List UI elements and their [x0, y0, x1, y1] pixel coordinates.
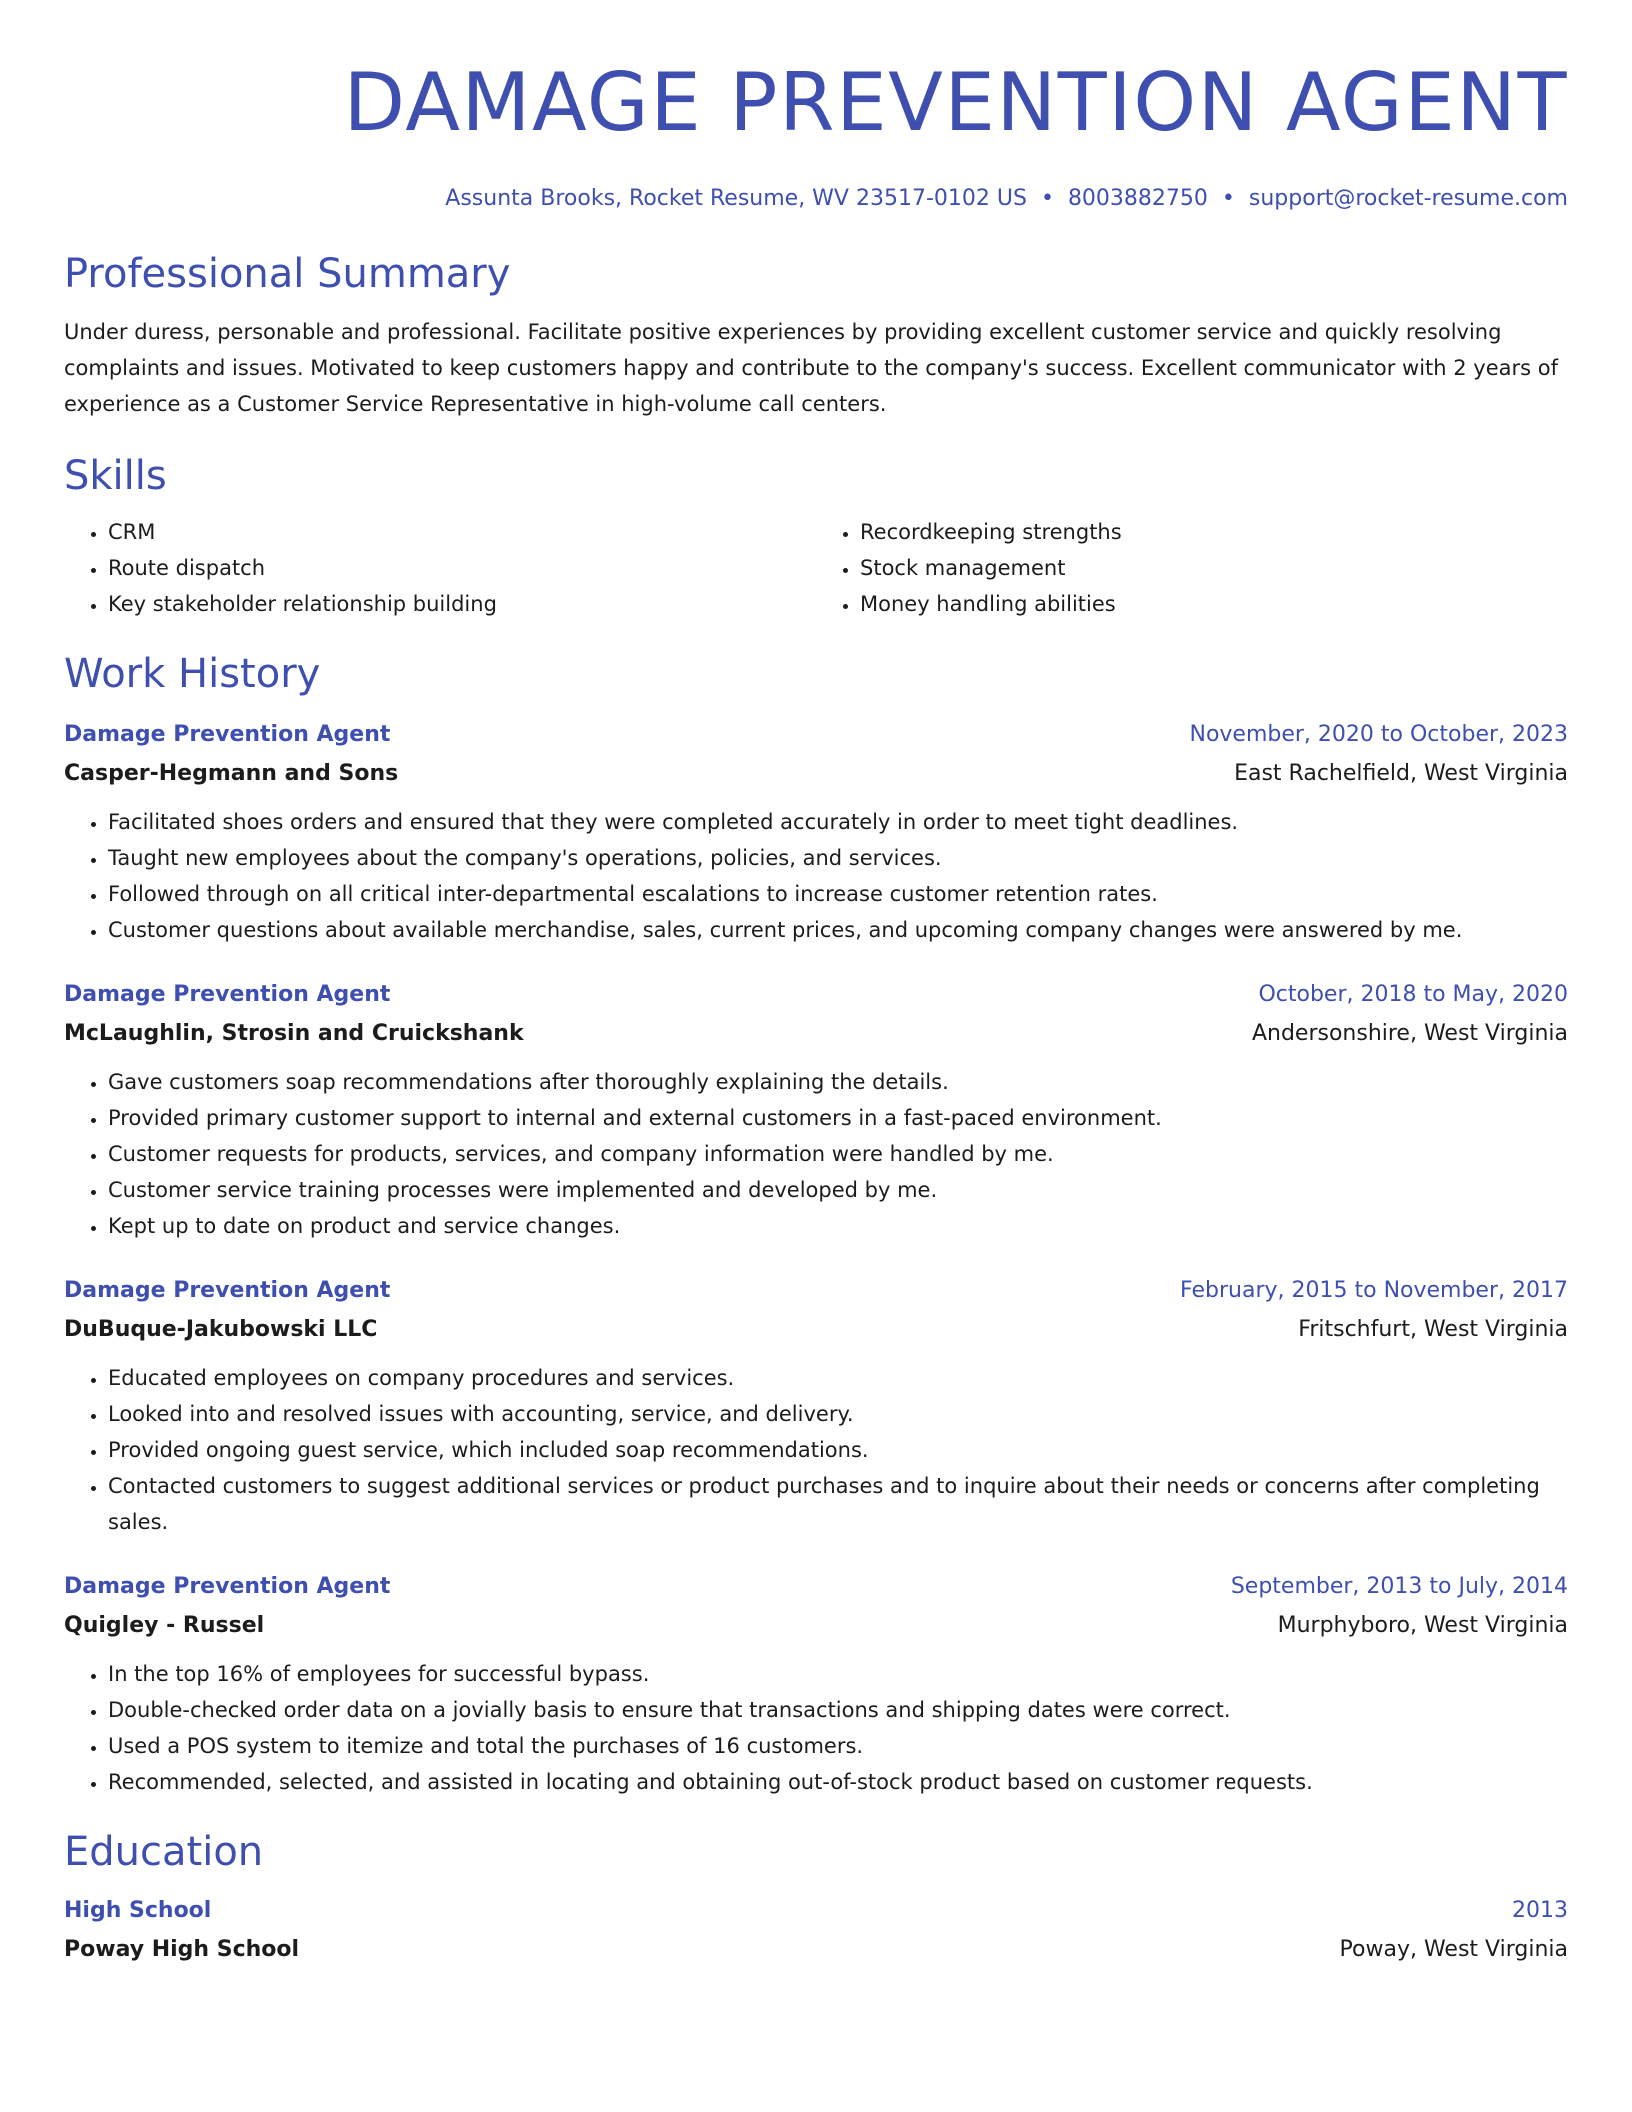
job-bullet: • Customer service training processes were implemented and developed by me.	[108, 1172, 1568, 1208]
job-bullet: • Contacted customers to suggest additional services or product purchases and to inquire about their needs or concerns after completing sales.	[108, 1468, 1568, 1540]
job-bullet: • Educated employees on company procedures and services.	[108, 1360, 1568, 1396]
work-history-heading: Work History	[64, 651, 321, 697]
contact-address: Assunta Brooks, Rocket Resume, WV 23517-0102 US	[445, 186, 1027, 211]
job-bullet: • Gave customers soap recommendations after thoroughly explaining the details.	[108, 1064, 1568, 1100]
job-dates: October, 2018 to May, 2020	[1258, 982, 1568, 1007]
education-header-row	[64, 1892, 1568, 1930]
job-bullet: • Taught new employees about the company's operations, policies, and services.	[108, 840, 1568, 876]
job-bullet: • Kept up to date on product and service changes.	[108, 1208, 1568, 1244]
job-entry	[64, 716, 1568, 948]
resume-header	[64, 56, 1568, 214]
job-location: Andersonshire, West Virginia	[1251, 1021, 1568, 1046]
job-company-row	[64, 1606, 1568, 1646]
skill-item: • CRM	[108, 514, 816, 550]
job-role: Damage Prevention Agent	[64, 1574, 391, 1599]
job-dates: September, 2013 to July, 2014	[1230, 1574, 1568, 1599]
contact-phone: 8003882750	[1067, 186, 1208, 211]
skill-item: • Recordkeeping strengths	[860, 514, 1568, 550]
job-bullet: • Looked into and resolved issues with accounting, service, and delivery.	[108, 1396, 1568, 1432]
job-bullet: • Followed through on all critical inter-departmental escalations to increase customer retention rates.	[108, 876, 1568, 912]
job-location: Fritschfurt, West Virginia	[1298, 1317, 1568, 1342]
job-bullet: • Recommended, selected, and assisted in locating and obtaining out-of-stock product based on customer requests.	[108, 1764, 1568, 1800]
job-company: Casper-Hegmann and Sons	[64, 761, 399, 786]
job-header-row	[64, 1272, 1568, 1310]
job-company-row	[64, 1310, 1568, 1350]
skills-column-left	[64, 514, 816, 622]
contact-separator: •	[1221, 186, 1235, 211]
job-company: DuBuque-Jakubowski LLC	[64, 1317, 378, 1342]
skill-item: • Route dispatch	[108, 550, 816, 586]
contact-separator: •	[1040, 186, 1054, 211]
skill-item: • Stock management	[860, 550, 1568, 586]
job-company-row	[64, 1014, 1568, 1054]
job-role: Damage Prevention Agent	[64, 1278, 391, 1303]
job-bullet: • Customer requests for products, services, and company information were handled by me.	[108, 1136, 1568, 1172]
education-year: 2013	[1512, 1898, 1568, 1923]
job-entry	[64, 1568, 1568, 1800]
job-bullet: • Used a POS system to itemize and total the purchases of 16 customers.	[108, 1728, 1568, 1764]
summary-heading: Professional Summary	[64, 251, 511, 297]
job-bullet: • Customer questions about available merchandise, sales, current prices, and upcoming company changes were answered by me.	[108, 912, 1568, 948]
skill-item: • Money handling abilities	[860, 586, 1568, 622]
job-company: McLaughlin, Strosin and Cruickshank	[64, 1021, 524, 1046]
contact-line	[64, 184, 1568, 214]
skills-heading: Skills	[64, 453, 167, 499]
job-dates: November, 2020 to October, 2023	[1189, 722, 1568, 747]
job-bullets	[64, 1360, 1568, 1540]
job-entry	[64, 976, 1568, 1244]
job-dates: February, 2015 to November, 2017	[1180, 1278, 1568, 1303]
education-entry	[64, 1892, 1568, 1970]
job-bullet: • Provided primary customer support to internal and external customers in a fast-paced environment.	[108, 1100, 1568, 1136]
job-bullet: • In the top 16% of employees for successful bypass.	[108, 1656, 1568, 1692]
education-degree: High School	[64, 1898, 212, 1923]
job-bullets	[64, 804, 1568, 948]
job-role: Damage Prevention Agent	[64, 982, 391, 1007]
education-location: Poway, West Virginia	[1339, 1937, 1568, 1962]
job-location: Murphyboro, West Virginia	[1277, 1613, 1568, 1638]
job-company: Quigley - Russel	[64, 1613, 265, 1638]
resume-title: DAMAGE PREVENTION AGENT	[343, 56, 1568, 149]
job-company-row	[64, 754, 1568, 794]
skills-list	[64, 514, 1568, 622]
job-header-row	[64, 716, 1568, 754]
job-header-row	[64, 976, 1568, 1014]
job-location: East Rachelfield, West Virginia	[1234, 761, 1568, 786]
job-bullet: • Facilitated shoes orders and ensured that they were completed accurately in order to meet tight deadlines.	[108, 804, 1568, 840]
summary-text: Under duress, personable and professional. Facilitate positive experiences by providing excellent customer service and quickly resolving complaints and issues. Motivated to keep customers happy and contribute to the company's success. Excellent communicator with 2 years of experience as a Customer Service Representative in high-volume call centers.	[64, 320, 1559, 416]
job-bullet: • Double-checked order data on a jovially basis to ensure that transactions and shipping dates were correct.	[108, 1692, 1568, 1728]
education-heading: Education	[64, 1829, 264, 1875]
job-bullets	[64, 1064, 1568, 1244]
job-header-row	[64, 1568, 1568, 1606]
job-bullets	[64, 1656, 1568, 1800]
education-school: Poway High School	[64, 1937, 300, 1962]
job-bullet: • Provided ongoing guest service, which included soap recommendations.	[108, 1432, 1568, 1468]
skill-item: • Key stakeholder relationship building	[108, 586, 816, 622]
job-entry	[64, 1272, 1568, 1540]
job-role: Damage Prevention Agent	[64, 722, 391, 747]
skills-column-right	[816, 514, 1568, 622]
contact-email: support@rocket-resume.com	[1248, 186, 1568, 211]
education-school-row	[64, 1930, 1568, 1970]
